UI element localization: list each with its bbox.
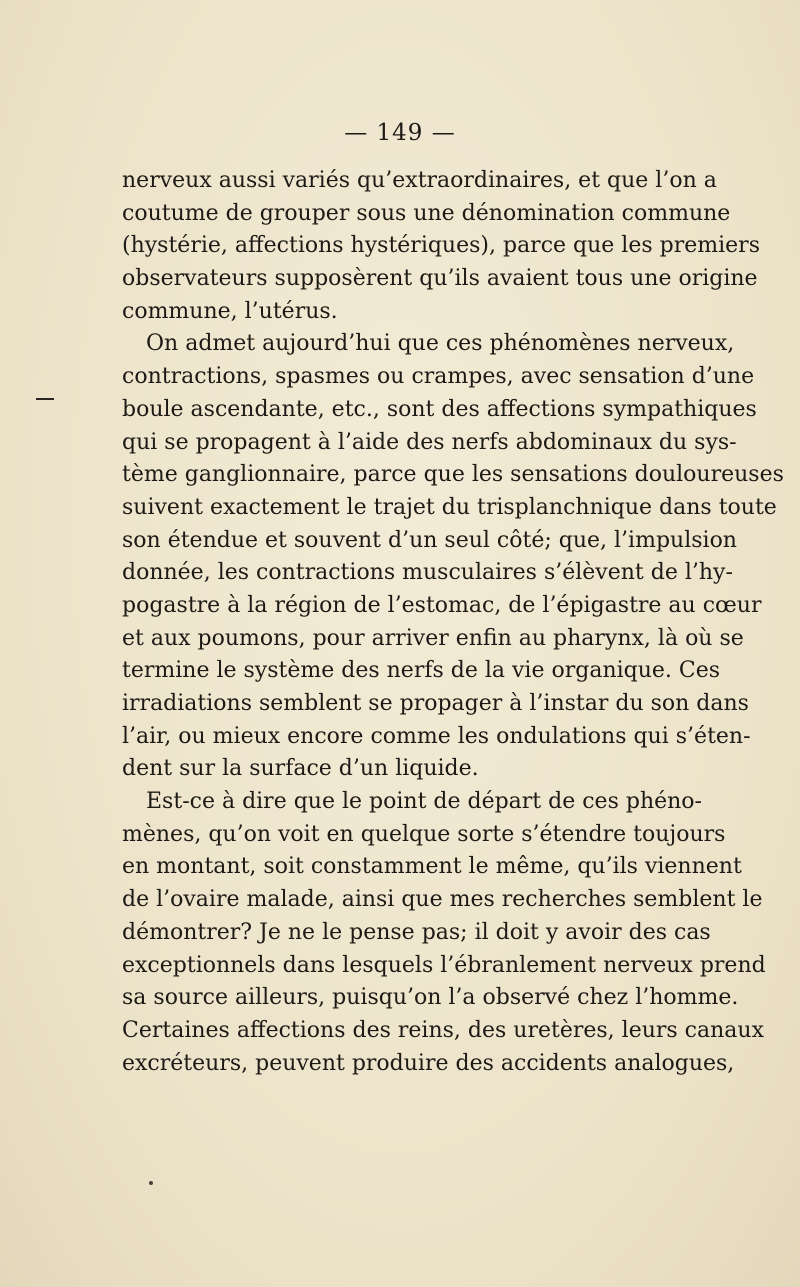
text-line: l’air, ou mieux encore comme les ondulations qui s’éten- bbox=[122, 723, 751, 749]
text-line: pogastre à la région de l’estomac, de l’épigastre au cœur bbox=[122, 592, 762, 618]
text-line: sa source ailleurs, puisqu’on l’a observé chez l’homme. bbox=[122, 985, 739, 1011]
text-line: Certaines affections des reins, des uretères, leurs canaux bbox=[122, 1017, 764, 1043]
text-line: observateurs supposèrent qu’ils avaient tous une origine bbox=[122, 266, 758, 292]
text-line: et aux poumons, pour arriver enfin au pharynx, là où se bbox=[122, 625, 744, 651]
text-line: nerveux aussi variés qu’extraordinaires, et que l’on a bbox=[122, 168, 717, 193]
text-line: suivent exactement le trajet du trisplanchnique dans toute bbox=[122, 494, 777, 520]
text-line: commune, l’utérus. bbox=[122, 298, 338, 324]
page-number: — 149 — bbox=[344, 120, 456, 146]
text-line: irradiations semblent se propager à l’instar du son dans bbox=[122, 691, 749, 716]
text-line: démontrer? Je ne le pense pas; il doit y avoir des cas bbox=[122, 919, 711, 945]
text-line: qui se propagent à l’aide des nerfs abdominaux du sys- bbox=[122, 429, 737, 455]
text-line: excréteurs, peuvent produire des accidents analogues, bbox=[122, 1050, 735, 1076]
text-line: dent sur la surface d’un liquide. bbox=[122, 756, 479, 782]
text-line: donnée, les contractions musculaires s’élèvent de l’hy- bbox=[122, 560, 733, 586]
body-text bbox=[122, 165, 784, 1080]
ink-dot bbox=[149, 1181, 153, 1185]
text-line: coutume de grouper sous une dénomination commune bbox=[122, 200, 731, 226]
text-line: boule ascendante, etc., sont des affections sympathiques bbox=[122, 396, 757, 422]
text-line: (hystérie, affections hystériques), parce que les premiers bbox=[122, 233, 760, 259]
margin-mark bbox=[36, 398, 54, 400]
text-line: exceptionnels dans lesquels l’ébranlement nerveux prend bbox=[122, 952, 766, 978]
text-line: On admet aujourd’hui que ces phénomènes nerveux, bbox=[146, 331, 735, 357]
text-line: son étendue et souvent d’un seul côté; que, l’impulsion bbox=[122, 527, 737, 553]
text-line: en montant, soit constamment le même, qu’ils viennent bbox=[122, 854, 742, 880]
text-line: contractions, spasmes ou crampes, avec sensation d’une bbox=[122, 364, 755, 390]
text-line: Est-ce à dire que le point de départ de ces phéno- bbox=[146, 789, 702, 815]
text-line: tème ganglionnaire, parce que les sensations douloureuses bbox=[122, 462, 784, 488]
text-line: de l’ovaire malade, ainsi que mes recherches semblent le bbox=[122, 887, 763, 913]
text-line: termine le système des nerfs de la vie organique. Ces bbox=[122, 658, 721, 684]
text-line: mènes, qu’on voit en quelque sorte s’étendre toujours bbox=[122, 821, 726, 847]
